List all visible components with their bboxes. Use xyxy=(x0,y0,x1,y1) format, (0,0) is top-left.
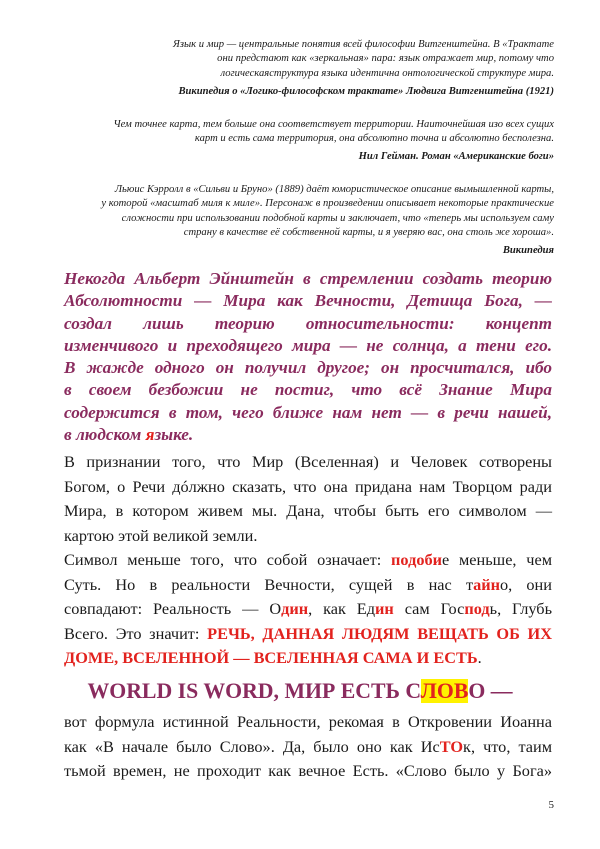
epigraph-line: Чем точнее карта, тем больше она соответствует территории. Наиточнейшая изо всех сущих xyxy=(113,118,554,130)
paragraph-symbol xyxy=(64,548,552,671)
epigraph-source: Нил Гейман. Роман «Американские боги» xyxy=(358,151,554,163)
epigraph-line: Льюис Кэрролл в «Сильви и Бруно» (1889) даёт юмористическое описание вымышленной карты, xyxy=(114,183,554,195)
intro-line: создал лишь теорию относительности: концепт xyxy=(64,313,552,333)
epigraph-source: Википедия о «Логико-философском трактате» Людвига Витгенштейна (1921) xyxy=(178,86,554,98)
section-heading xyxy=(0,677,600,705)
intro-line: в своем безбожии не постиг, что всё Знание Мира xyxy=(64,380,552,400)
epigraph-line: Язык и мир — центральные понятия всей философии Витгенштейна. В «Трактате xyxy=(172,39,554,50)
intro-text: зыке. xyxy=(154,425,194,445)
paragraph-formula xyxy=(64,710,552,784)
paragraph-creation xyxy=(64,450,552,548)
epigraph-line: сложности при использовании подобной карты и заключает, что «теперь мы используем саму xyxy=(121,212,554,224)
body-line xyxy=(64,597,552,622)
page-number: 5 xyxy=(548,799,554,811)
body-line: В признании того, что Мир (Вселенная) и Человек сотворены xyxy=(64,452,552,471)
highlight-word: ТО xyxy=(439,736,464,756)
body-line: Мира, в котором живем мы. Дана, чтобы быть его символом — xyxy=(64,501,552,521)
intro-line: содержится в том, чего ближе нам нет — в речи нашей, xyxy=(64,402,552,422)
highlight-letter: я xyxy=(145,425,155,445)
body-text: ь, Глубь xyxy=(489,599,552,619)
epigraph-source: Википедия xyxy=(502,245,554,257)
epigraph-line: страну в качестве её собственной карты, и я уверяю вас, она столь же хороша». xyxy=(183,227,554,239)
epigraph-line: они предстают как «зеркальная» пара: язык отражает мир, потому что xyxy=(217,53,554,65)
highlight-word: дин xyxy=(281,599,309,619)
body-line xyxy=(64,735,552,760)
intro-line: Некогда Альберт Эйнштейн в стремлении создать теорию xyxy=(64,269,552,288)
intro-paragraph xyxy=(64,268,552,446)
epigraph-line: карт и есть сама территория, она абсолютно точна и абсолютно бесполезна. xyxy=(194,133,554,145)
body-line: Богом, о Речи дóлжно сказать, что она придана нам Творцом ради xyxy=(64,476,552,496)
intro-line: Абсолютности — Мира как Вечности, Детища Бога, — xyxy=(64,291,552,311)
highlight-word: айн xyxy=(473,574,500,594)
body-text: как «В начале было Слово». Да, было оно как Ис xyxy=(64,736,440,756)
highlight-phrase: РЕЧЬ, ДАННАЯ ЛЮДЯМ ВЕЩАТЬ ОБ ИХ xyxy=(207,623,552,643)
highlight-word: под xyxy=(464,599,490,619)
body-line: картою этой великой земли. xyxy=(64,525,258,545)
intro-text: в людском xyxy=(64,425,146,445)
body-text: , как Ед xyxy=(308,599,376,619)
heading-text: WORLD IS WORD, МИР ЕСТЬ С xyxy=(87,679,421,703)
body-line xyxy=(64,622,552,647)
highlight-word: ин xyxy=(375,599,394,619)
body-text: е меньше, чем xyxy=(441,550,552,569)
body-text: Всего. Это значит: xyxy=(64,623,208,643)
intro-line: изменчивого и преходящего мира — не солнца, а тени его. xyxy=(64,335,552,355)
body-text: . xyxy=(477,648,482,668)
epigraph-line: логическаяструктура языка идентична онтологической структуре мира. xyxy=(220,67,554,79)
epigraph-wittgenstein xyxy=(60,38,554,100)
body-text: Символ меньше того, что собой означает: xyxy=(64,550,392,569)
heading-text: О — xyxy=(468,679,513,703)
body-line xyxy=(64,548,552,573)
body-text: Суть. Но в реальности Вечности, сущей в нас т xyxy=(64,574,474,594)
epigraph-line: у которой «масштаб миля к миле». Персонаж в произведении описывает некоторые практические xyxy=(101,198,554,210)
body-text: о, они xyxy=(500,574,552,594)
highlight-phrase: ДОМЕ, ВСЕЛЕННОЙ — ВСЕЛЕННАЯ САМА И ЕСТЬ xyxy=(64,648,478,668)
epigraph-gaiman xyxy=(60,118,554,165)
body-line xyxy=(64,646,552,671)
intro-last-line xyxy=(64,424,552,446)
epigraph-carroll xyxy=(60,183,554,259)
epigraphs xyxy=(60,38,554,259)
highlight-word: подоби xyxy=(391,550,442,569)
body-line: тьмой времен, не проходит как вечное Есть. «Слово было у Бога» xyxy=(64,761,552,781)
body-text: к, что, таим xyxy=(463,736,552,756)
body-line xyxy=(64,573,552,598)
body-text: сам Гос xyxy=(393,599,465,619)
body-line: вот формула истинной Реальности, рекомая в Откровении Иоанна xyxy=(64,712,552,731)
intro-line: В жажде одного он получил другое; он просчитался, ибо xyxy=(64,358,552,378)
highlight-marker: ЛОВ xyxy=(420,679,469,703)
body-text: совпадают: Реальность — О xyxy=(64,599,282,619)
